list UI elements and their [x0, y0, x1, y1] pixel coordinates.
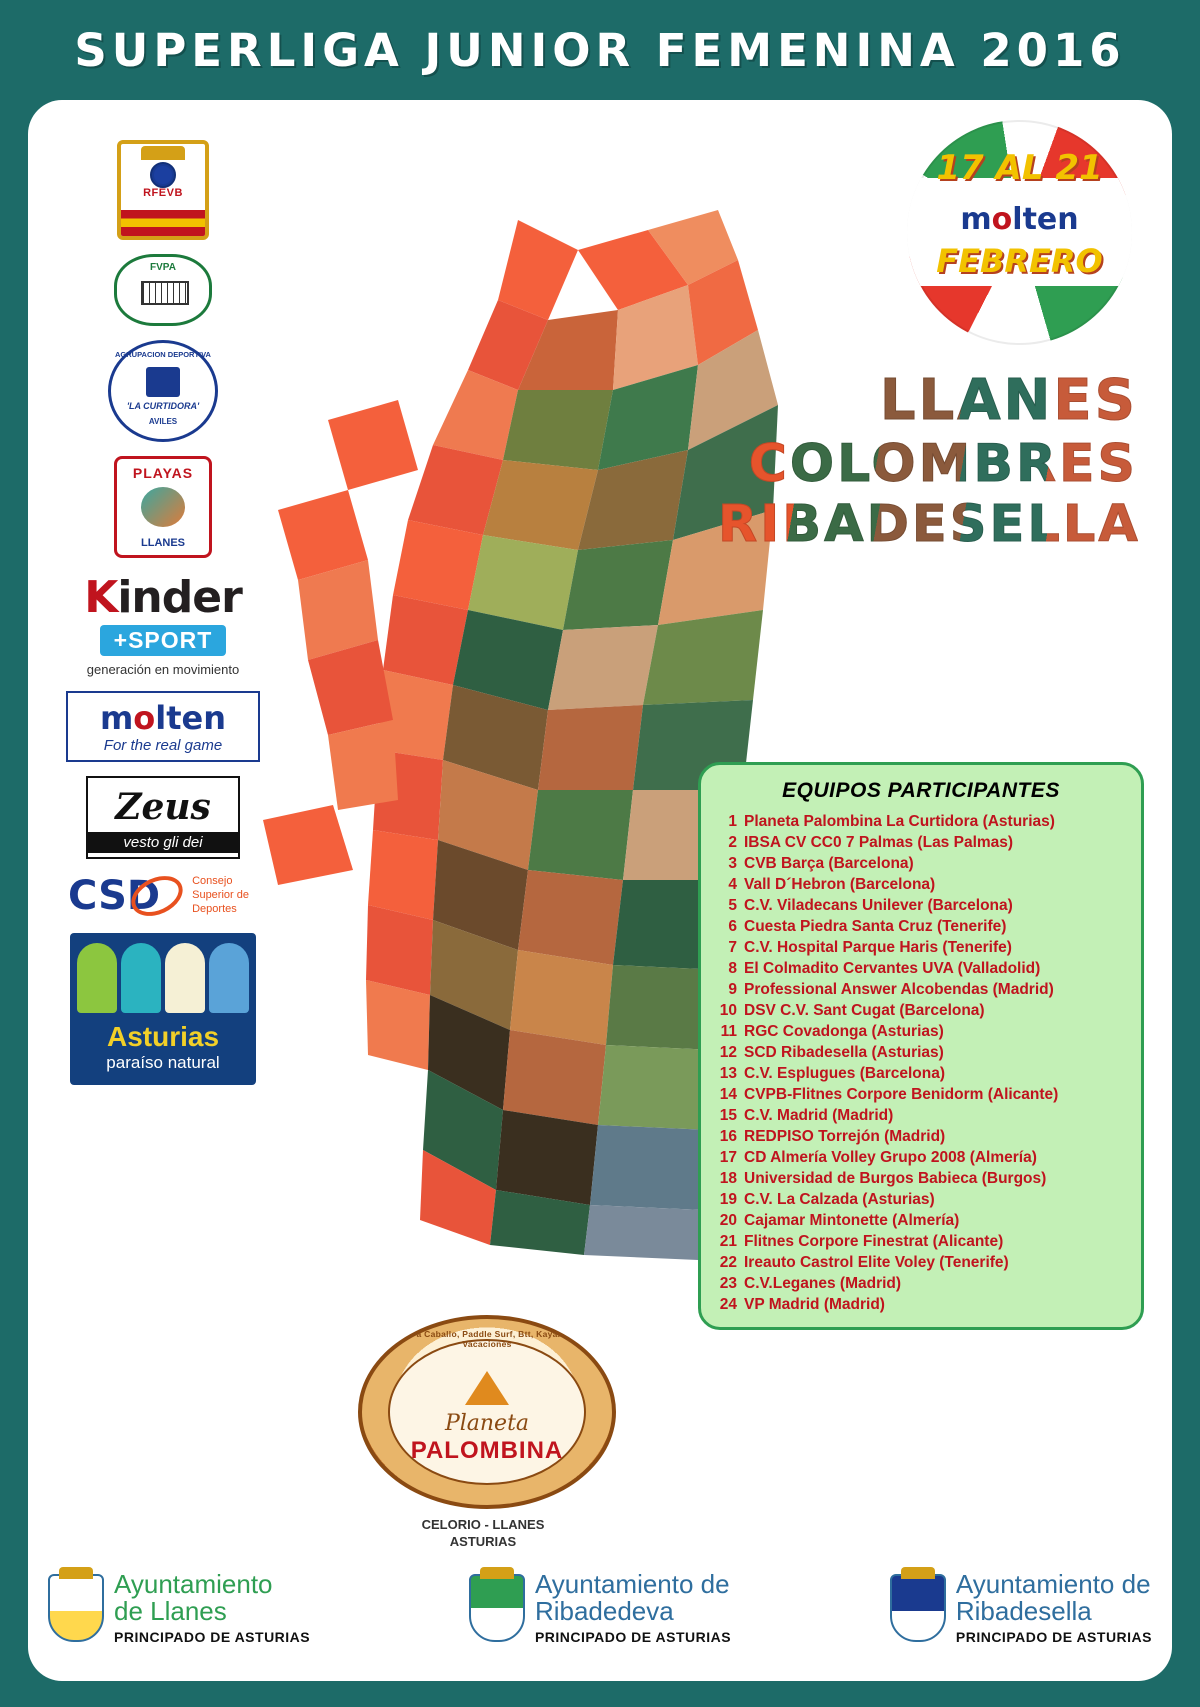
team-number: 15 [719, 1106, 737, 1124]
llanes-name-line2: de Llanes [114, 1596, 227, 1626]
team-name: El Colmadito Cervantes UVA (Valladolid) [744, 959, 1041, 977]
sponsor-curtidora [58, 340, 268, 442]
list-item [701, 895, 1141, 916]
asturias-icon-4 [209, 943, 249, 1013]
team-number: 20 [719, 1211, 737, 1229]
palombina-main-name: PALOMBINA [410, 1437, 564, 1465]
team-name: CVPB-Flitnes Corpore Benidorm (Alicante) [744, 1085, 1059, 1103]
volleyball-net-icon [141, 281, 189, 305]
list-item [701, 916, 1141, 937]
ribadedeva-name-line1: Ayuntamiento de [534, 1568, 730, 1599]
team-name: Vall D´Hebron (Barcelona) [744, 875, 936, 893]
palombina-activities-text: Surf, Rutas a Caballo, Paddle Surf, Btt, Kayak, Paintball, Vacaciones [365, 1329, 609, 1350]
team-name: Ireauto Castrol Elite Voley (Tenerife) [744, 1253, 1009, 1271]
list-item [701, 1189, 1141, 1210]
poster-inner-panel [28, 100, 1172, 1681]
molten-wordmark [68, 699, 258, 737]
list-item [701, 853, 1141, 874]
poster-title-bar [0, 0, 1200, 100]
list-item [701, 937, 1141, 958]
list-item [701, 874, 1141, 895]
crown-icon [141, 146, 185, 160]
team-number: 2 [728, 833, 737, 851]
team-name: Flitnes Corpore Finestrat (Alicante) [744, 1232, 1004, 1250]
palombina-script-name: Planeta [444, 1411, 530, 1437]
molten-post: lten [155, 699, 227, 737]
zeus-wordmark: Zeus [115, 786, 211, 828]
team-number: 23 [719, 1274, 737, 1292]
team-number: 16 [719, 1127, 737, 1145]
fvpa-logo [114, 254, 212, 326]
ball-brand-o: o [991, 202, 1013, 237]
team-number: 13 [719, 1064, 737, 1082]
sponsor-playas-llanes [58, 456, 268, 558]
spain-flag-stripes [121, 210, 205, 236]
ball-brand-molten [907, 202, 1132, 237]
llanes-name-line1: Ayuntamiento [114, 1568, 273, 1599]
list-item [701, 958, 1141, 979]
date-volleyball [907, 120, 1132, 345]
ribadedeva-shield-icon [469, 1574, 525, 1642]
list-item [701, 1042, 1141, 1063]
planeta-palombina-logo [358, 1315, 608, 1551]
team-number: 9 [728, 980, 737, 998]
csd-line3: Deportes [192, 902, 237, 915]
crown-icon [901, 1567, 935, 1579]
molten-tagline: For the real game [103, 737, 223, 754]
team-number: 5 [728, 896, 737, 914]
fox-icon [465, 1371, 509, 1405]
town-hall-ribadedeva [469, 1568, 732, 1646]
team-name: C.V. Madrid (Madrid) [744, 1106, 894, 1124]
list-item [701, 1231, 1141, 1252]
teams-heading: EQUIPOS PARTICIPANTES [782, 779, 1060, 802]
ribadedeva-text [534, 1568, 732, 1646]
volleyball-icon [150, 162, 176, 188]
team-number: 19 [719, 1190, 737, 1208]
team-number: 17 [719, 1148, 737, 1166]
team-number: 4 [728, 875, 737, 893]
sponsor-kinder [58, 572, 268, 677]
asturias-icon-3 [165, 943, 205, 1013]
molten-pre: m [99, 699, 134, 737]
team-number: 21 [719, 1232, 737, 1250]
participating-teams-panel [698, 762, 1144, 1330]
town-hall-ribadesella [890, 1568, 1152, 1646]
team-name: C.V. Hospital Parque Haris (Tenerife) [744, 938, 1012, 956]
kinder-sport-logo [68, 572, 258, 677]
team-name: Cajamar Mintonette (Almería) [744, 1211, 960, 1229]
rfevb-label: RFEVB [143, 187, 183, 199]
team-number: 11 [720, 1022, 737, 1040]
team-name: VP Madrid (Madrid) [744, 1295, 885, 1313]
crown-icon [59, 1567, 93, 1579]
csd-subtext [192, 875, 249, 916]
playas-emblem-icon [141, 487, 185, 527]
city-llanes: LLANES [718, 368, 1138, 434]
ball-brand-pre: m [960, 202, 992, 237]
asturias-name: Asturias [106, 1021, 220, 1052]
team-number: 7 [728, 938, 737, 956]
team-number: 14 [719, 1085, 737, 1103]
list-item [701, 1210, 1141, 1231]
team-number: 18 [719, 1169, 737, 1187]
palombina-location-line1: CELORIO - LLANES [421, 1517, 545, 1533]
town-hall-logos [48, 1553, 1152, 1663]
ribadesella-text [955, 1568, 1152, 1646]
kinder-sport-badge: +SPORT [100, 625, 227, 656]
team-number: 12 [719, 1043, 737, 1061]
sponsor-molten [58, 691, 268, 762]
asturias-tagline: paraíso natural [106, 1053, 220, 1072]
csd-acronym: CSD [68, 873, 161, 919]
list-item [701, 1000, 1141, 1021]
molten-logo [66, 691, 260, 762]
kinder-rest-letters: inder [117, 572, 242, 623]
ribadesella-shield-icon [890, 1574, 946, 1642]
kinder-tagline: generación en movimiento [86, 662, 240, 677]
ball-brand-post: lten [1012, 202, 1079, 237]
team-number: 24 [719, 1295, 737, 1313]
team-name: SCD Ribadesella (Asturias) [744, 1043, 944, 1061]
curtidora-emblem-icon [146, 367, 180, 397]
palombina-location [358, 1517, 608, 1551]
team-name: DSV C.V. Sant Cugat (Barcelona) [744, 1001, 985, 1019]
palombina-location-line2: ASTURIAS [449, 1534, 517, 1550]
team-name: Universidad de Burgos Babieca (Burgos) [744, 1169, 1047, 1187]
llanes-subtitle: PRINCIPADO DE ASTURIAS [114, 1629, 311, 1646]
list-item [701, 1126, 1141, 1147]
sponsor-zeus [58, 776, 268, 859]
host-cities [718, 368, 1141, 556]
team-name: C.V. Viladecans Unilever (Barcelona) [744, 896, 1013, 914]
asturias-landscape-icons [70, 943, 256, 1013]
llanes-text [114, 1568, 311, 1646]
zeus-logo [86, 776, 240, 859]
team-name: Cuesta Piedra Santa Cruz (Tenerife) [744, 917, 1007, 935]
team-name: Professional Answer Alcobendas (Madrid) [744, 980, 1054, 998]
team-number: 3 [728, 854, 737, 872]
ribadesella-name-line2: Ribadesella [955, 1596, 1092, 1626]
csd-line2: Superior de [192, 889, 249, 902]
team-name: CD Almería Volley Grupo 2008 (Almería) [744, 1148, 1037, 1166]
playas-llanes-logo [114, 456, 212, 558]
sponsor-csd [58, 873, 268, 919]
team-number: 6 [728, 917, 737, 935]
ribadesella-subtitle: PRINCIPADO DE ASTURIAS [955, 1629, 1152, 1646]
team-name: IBSA CV CC0 7 Palmas (Las Palmas) [744, 833, 1014, 851]
playas-bottom-text: LLANES [141, 537, 185, 549]
city-ribadesella: RIBADESELLA [718, 495, 1141, 555]
volleyball-players-artwork [218, 190, 778, 1270]
list-item [701, 811, 1141, 832]
team-number: 1 [728, 812, 737, 830]
team-name: C.V. La Calzada (Asturias) [744, 1190, 935, 1208]
kinder-wordmark [68, 572, 258, 623]
team-name: CVB Barça (Barcelona) [744, 854, 914, 872]
teams-list [701, 811, 1141, 1315]
curtidora-city: AVILES [148, 417, 178, 426]
team-number: 8 [728, 959, 737, 977]
rfevb-logo [117, 140, 209, 240]
ribadedeva-subtitle: PRINCIPADO DE ASTURIAS [534, 1629, 732, 1646]
list-item [701, 1147, 1141, 1168]
sponsor-logos-column [58, 140, 268, 1099]
team-name: REDPISO Torrejón (Madrid) [744, 1127, 946, 1145]
page-title: SUPERLIGA JUNIOR FEMENINA 2016 [74, 23, 1126, 77]
list-item [701, 1168, 1141, 1189]
list-item [701, 1021, 1141, 1042]
list-item [701, 979, 1141, 1000]
kinder-k-letter: K [84, 572, 118, 623]
list-item [701, 1105, 1141, 1126]
curtidora-name: 'LA CURTIDORA' [126, 401, 200, 411]
list-item [701, 1063, 1141, 1084]
list-item [701, 832, 1141, 853]
playas-top-text: PLAYAS [132, 465, 194, 481]
team-name: Planeta Palombina La Curtidora (Asturias) [744, 812, 1055, 830]
team-name: RGC Covadonga (Asturias) [744, 1022, 944, 1040]
ribadedeva-name-line2: Ribadedeva [534, 1596, 674, 1626]
fvpa-label: FVPA [150, 262, 176, 273]
list-item [701, 1273, 1141, 1294]
city-colombres: COLOMBRES [718, 434, 1138, 495]
sponsor-asturias [58, 933, 268, 1085]
zeus-tagline: vesto gli dei [88, 832, 238, 853]
list-item [701, 1294, 1141, 1315]
palombina-oval-badge [358, 1315, 616, 1509]
csd-line1: Consejo [192, 875, 233, 888]
team-number: 22 [719, 1253, 737, 1271]
team-name: C.V.Leganes (Madrid) [744, 1274, 902, 1292]
list-item [701, 1084, 1141, 1105]
csd-logo [68, 873, 258, 919]
la-curtidora-logo [108, 340, 218, 442]
team-number: 10 [719, 1001, 737, 1019]
curtidora-top-text: AGRUPACION DEPORTIVA [115, 350, 211, 359]
asturias-icon-2 [121, 943, 161, 1013]
molten-o: o [133, 699, 156, 737]
ribadesella-name-line1: Ayuntamiento de [955, 1568, 1151, 1599]
event-dates: 17 AL 21 [936, 148, 1103, 188]
llanes-shield-icon [48, 1574, 104, 1642]
volleyball-graphic [907, 120, 1132, 345]
crown-icon [480, 1567, 514, 1579]
asturias-logo [70, 933, 256, 1085]
sponsor-rfevb [58, 140, 268, 240]
asturias-icon-1 [77, 943, 117, 1013]
town-hall-llanes [48, 1568, 311, 1646]
team-name: C.V. Esplugues (Barcelona) [744, 1064, 945, 1082]
sponsor-fvpa [58, 254, 268, 326]
list-item [701, 1252, 1141, 1273]
event-month: FEBRERO [936, 242, 1103, 280]
